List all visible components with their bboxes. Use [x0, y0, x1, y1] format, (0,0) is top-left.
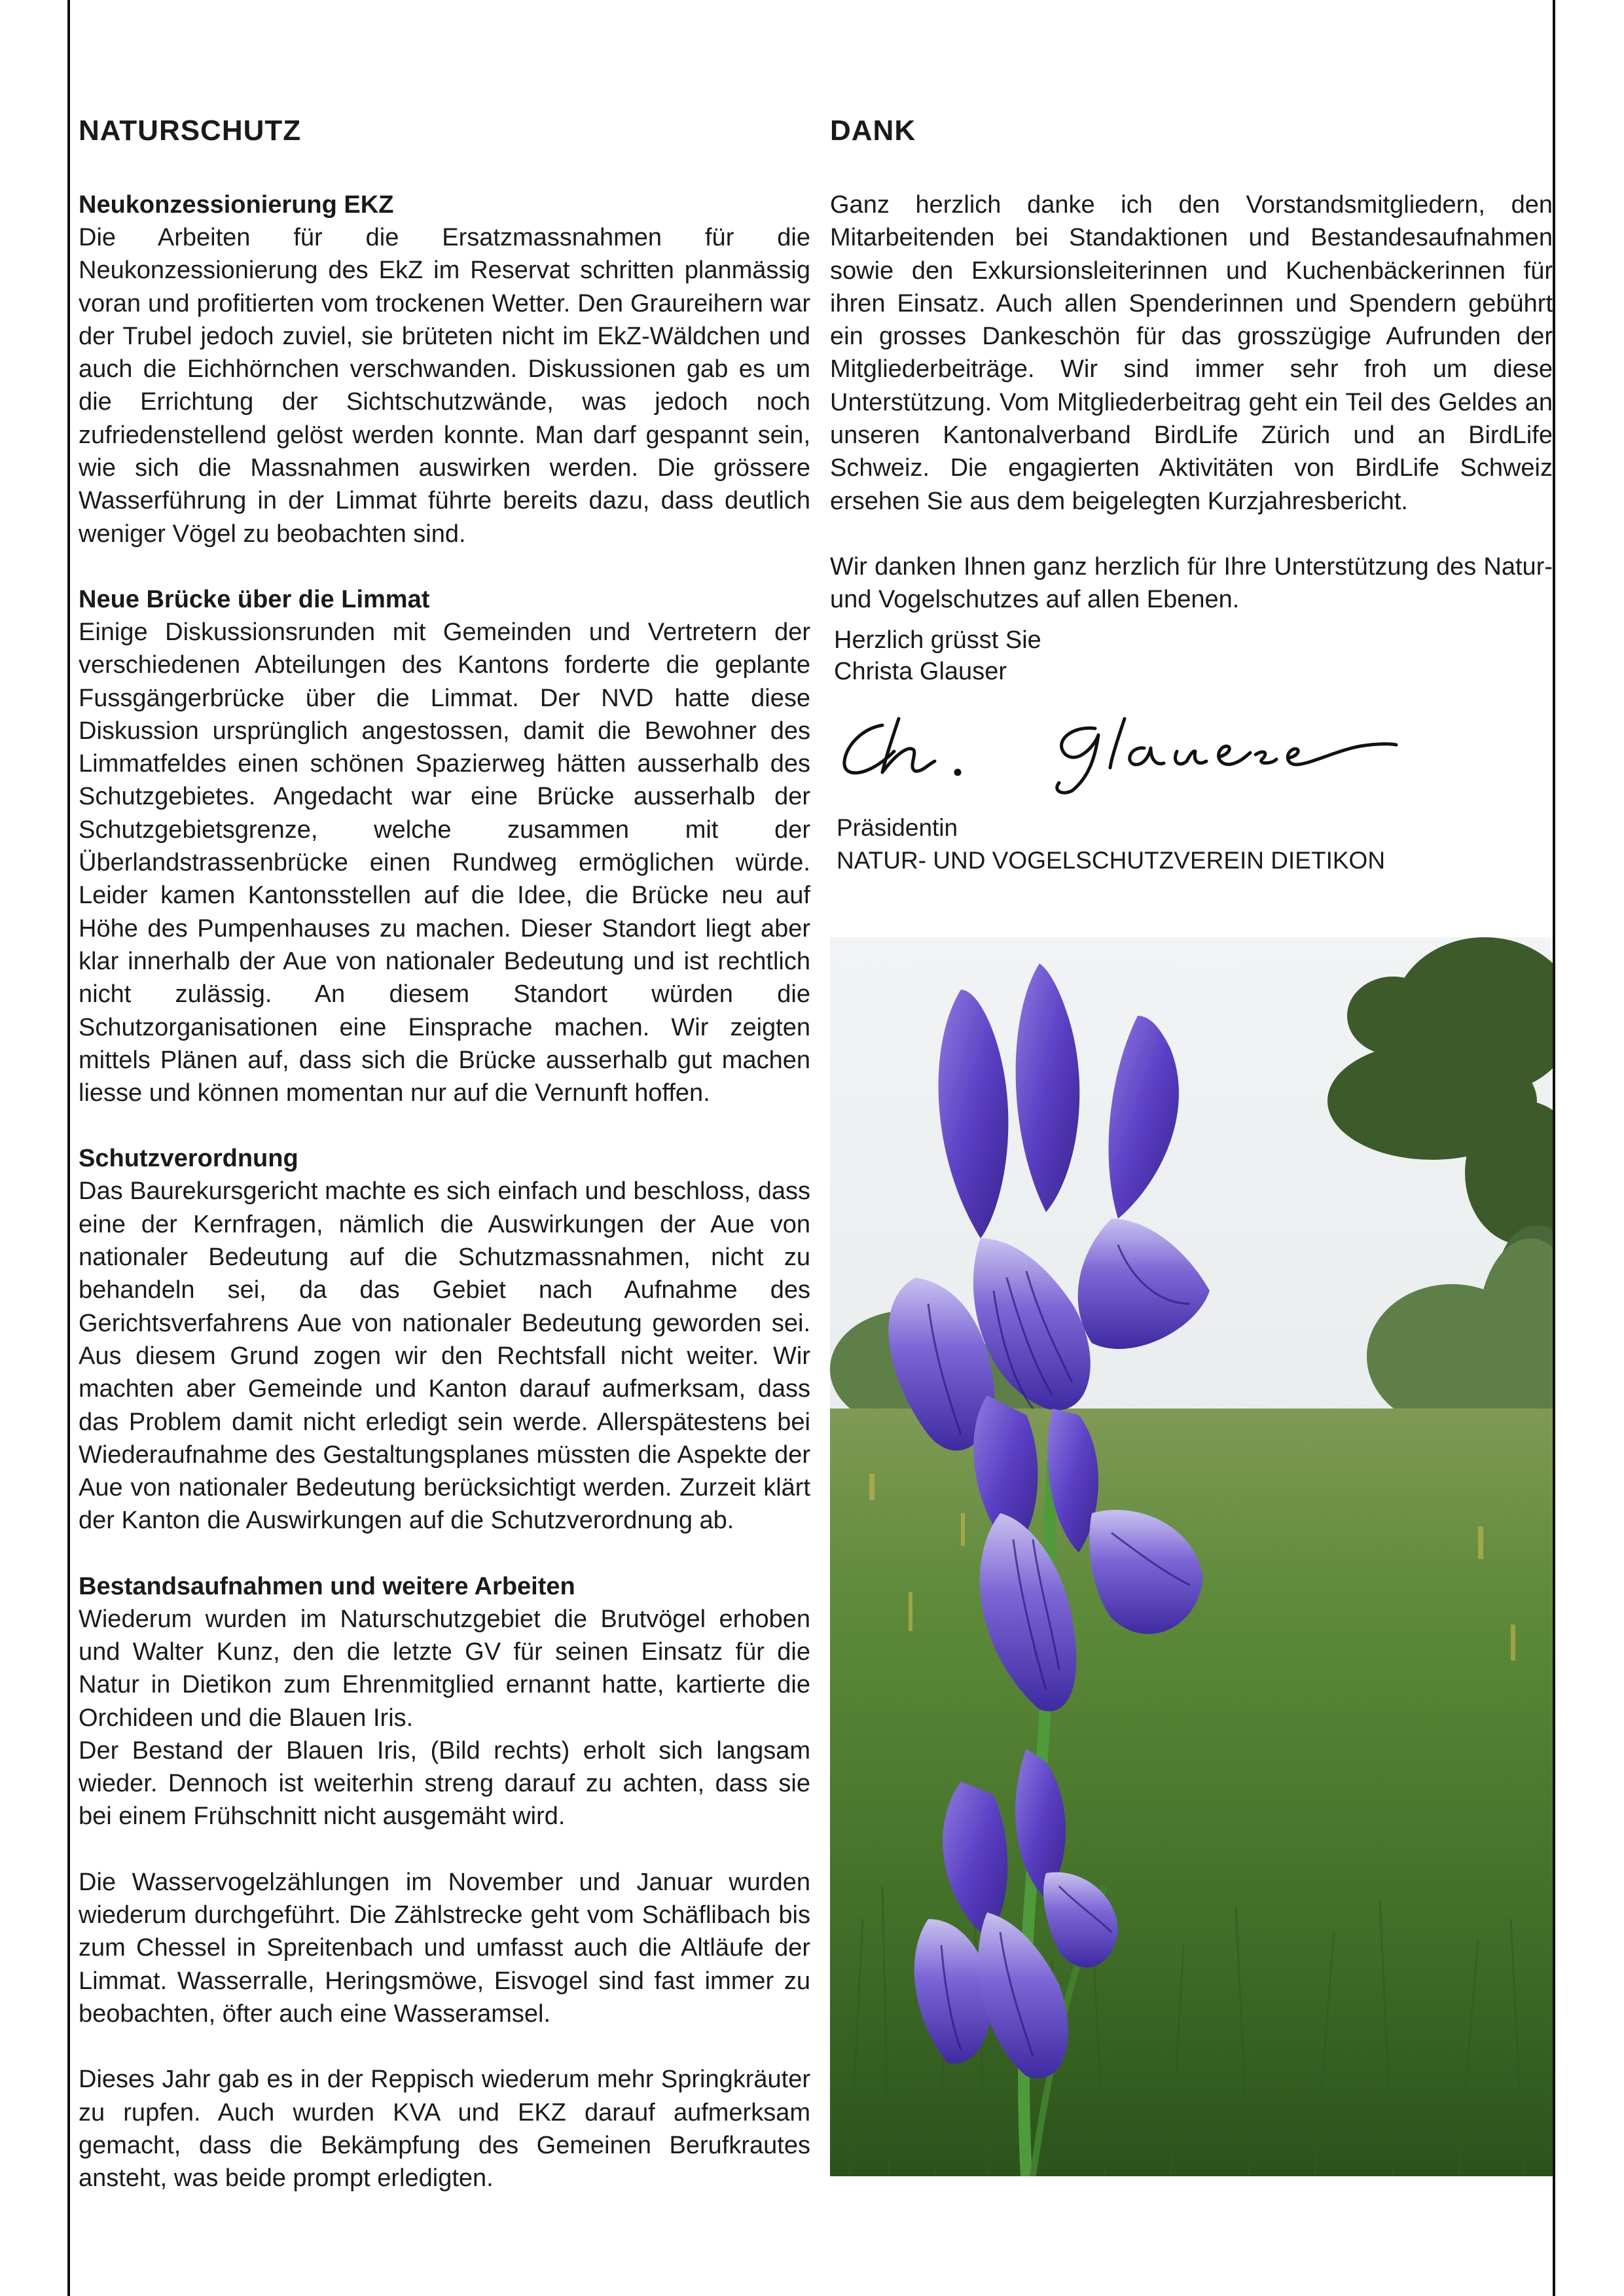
section-paragraph: Die Arbeiten für die Ersatzmassnahmen für die Neukonzessionierung des EkZ im Reservat schritten planmässig voran und profitierten vom trockenen Wetter. Den Graureihern war der Trubel jedoch zuviel, sie brüteten nicht im EkZ-Wäldchen und auch die Eichhörnchen verschwanden. Diskussionen gab es um die Errichtung der Sichtschutzwände, was jedoch noch zufriedenstellend gelöst werden konnte. Man darf gespannt sein, wie sich die Massnahmen auswirken werden. Die grössere Wasserführung in der Limmat führte bereits dazu, dass deutlich weniger Vögel zu beobachten sind. — [79, 224, 810, 548]
dank-text — [830, 188, 1553, 617]
section-heading: Neukonzessionierung EKZ — [79, 191, 394, 219]
section-schutzverordnung — [79, 1142, 810, 1537]
organization-name: NATUR- UND VOGELSCHUTZVEREIN DIETIKON — [837, 846, 1386, 874]
section-paragraph: Das Baurekursgericht machte es sich einfach und beschloss, dass eine der Kernfragen, nämlich die Auswirkungen der Aue von nationaler Bedeutung auf die Schutzmassnahmen, nicht zu behandeln sei, da das Gebiet nach Aufnahme des Gerichtsverfahrens Aue von nationaler Bedeutung geworden sei. Aus diesem Grund zogen wir den Rechtsfall nicht weiter. Wir machten aber Gemeinde und Kanton darauf aufmerksam, dass das Problem damit nicht erledigt sein werde. Allerspätestens bei Wiederaufnahme des Gestaltungsplanes müssten die Aspekte der Aue von nationaler Bedeutung berücksichtigt werden. Zurzeit klärt der Kanton die Auswirkungen auf die Schutzverordnung ab. — [79, 1177, 810, 1535]
signer-name: Christa Glauser — [834, 657, 1007, 685]
section-paragraph: Die Wasservogelzählungen im November und Januar wurden wiederum durchgeführt. Die Zählstrecke geht vom Schäflibach bis zum Chessel in Spreitenbach und umfasst auch die Altläufe der Limmat. Wasserralle, Heringsmöwe, Eisvogel sind fast immer zu beobachten, öfter auch eine Wasseramsel. — [79, 1868, 810, 2028]
dank-paragraph: Wir danken Ihnen ganz herzlich für Ihre Unterstützung des Natur- und Vogelschutzes auf allen Ebenen. — [830, 552, 1553, 614]
dank-title: DANK — [830, 115, 916, 147]
signer-role: Präsidentin — [837, 814, 958, 841]
greeting: Herzlich grüsst Sie — [834, 626, 1041, 654]
right-margin-rule — [1553, 0, 1555, 2296]
section-heading: Neue Brücke über die Limmat — [79, 585, 430, 613]
left-margin-rule — [67, 0, 70, 2296]
blue-iris-photo — [830, 937, 1553, 2176]
section-paragraph: Wiederum wurden im Naturschutzgebiet die Brutvögel erhoben und Walter Kunz, den die letzte GV für seinen Einsatz für die Natur in Dietikon zum Ehrenmitglied ernannt hatte, kartierte die Orchideen und die Blauen Iris. Der Bestand der Blauen Iris, (Bild rechts) erholt sich langsam wieder. Dennoch ist weiterhin streng darauf zu achten, dass sie bei einem Frühschnitt nicht ausgemäht wird. — [79, 1605, 810, 1831]
dank-column — [830, 111, 1553, 877]
section-paragraph: Dieses Jahr gab es in der Reppisch wiederum mehr Springkräuter zu rupfen. Auch wurden KVA und EKZ darauf aufmerksam gemacht, dass die Bekämpfung des Gemeinen Berufkrautes ansteht, was beide prompt erledigten. — [79, 2066, 810, 2193]
naturschutz-title: NATURSCHUTZ — [79, 115, 302, 147]
section-bestandsaufnahmen — [79, 1570, 810, 2195]
section-neue-bruecke — [79, 583, 810, 1109]
section-neukonzessionierung — [79, 188, 810, 550]
handwritten-signature — [837, 699, 1399, 797]
naturschutz-column — [79, 111, 810, 2195]
section-paragraph: Einige Diskussionsrunden mit Gemeinden und Vertretern der verschiedenen Abteilungen des Kantons forderte die geplante Fussgängerbrücke über die Limmat. Der NVD hatte diese Diskussion ursprünglich angestossen, damit die Bewohner des Limmatfeldes einen schönen Spazierweg hätten ausserhalb des Schutzgebietes. Angedacht war eine Brücke ausserhalb der Schutzgebietsgrenze, welche zusammen mit der Überlandstrassenbrücke einen Rundweg ermöglichen würde. Leider kamen Kantonsstellen auf die Idee, die Brücke neu auf Höhe des Pumpenhauses zu machen. Dieser Standort liegt aber klar innerhalb der Aue von nationaler Bedeutung und ist rechtlich nicht zulässig. An diesem Standort würden die Schutzorganisationen eine Einsprache machen. Wir zeigten mittels Plänen auf, dass sich die Brücke ausserhalb gut machen liesse und können momentan nur auf die Vernunft hoffen. — [79, 618, 810, 1107]
dank-paragraph: Ganz herzlich danke ich den Vorstandsmitgliedern, den Mitarbeitenden bei Standaktionen und Bestandesaufnahmen sowie den Exkursionsleiterinnen und Kuchenbäckerinnen für ihren Einsatz. Auch allen Spenderinnen und Spendern gebührt ein grosses Dankeschön für das grosszügige Aufrunden der Mitgliederbeiträge. Wir sind immer sehr froh um diese Unterstützung. Vom Mitgliederbeitrag geht ein Teil des Geldes an unseren Kantonalverband BirdLife Zürich und an BirdLife Schweiz. Die engagierten Aktivitäten von BirdLife Schweiz ersehen Sie aus dem beigelegten Kurzjahresbericht. — [830, 191, 1553, 515]
section-heading: Schutzverordnung — [79, 1145, 298, 1173]
section-heading: Bestandsaufnahmen und weitere Arbeiten — [79, 1572, 575, 1600]
